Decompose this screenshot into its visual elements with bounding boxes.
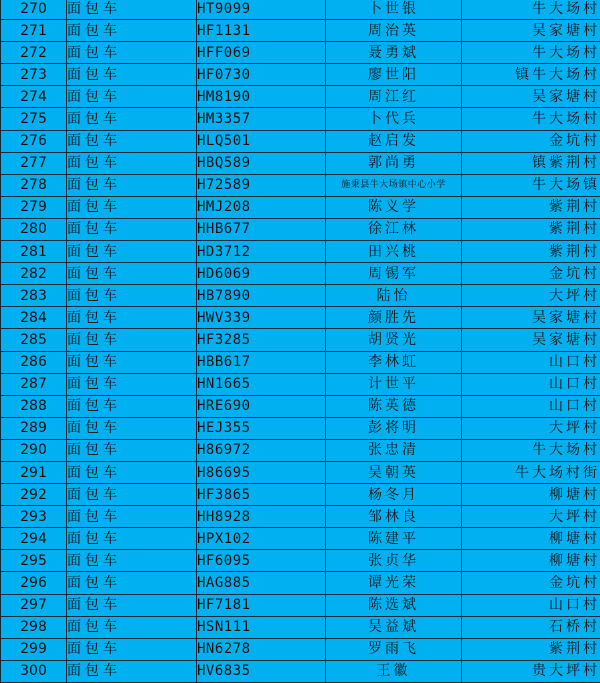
table-row: [1, 20, 600, 42]
row-number-cell: 277: [1, 152, 67, 174]
row-number-cell: 300: [1, 660, 67, 682]
table-row: [1, 42, 600, 64]
address-cell: 牛大场村: [462, 439, 600, 461]
table-row: [1, 196, 600, 218]
address-cell: 柳塘村: [462, 550, 600, 572]
table-row: [1, 550, 600, 572]
address-cell: 牛大场村: [462, 108, 600, 130]
address-cell: 柳塘村: [462, 528, 600, 550]
owner-name-cell: 赵启发: [326, 130, 462, 152]
address-cell: 石桥村: [462, 616, 600, 638]
row-number-cell: 289: [1, 417, 67, 439]
row-number-cell: 270: [1, 0, 67, 20]
row-number-cell: 274: [1, 86, 67, 108]
vehicle-type-cell: 面包车: [67, 196, 197, 218]
row-number-cell: 279: [1, 196, 67, 218]
owner-name-cell: 吴朝英: [326, 461, 462, 483]
owner-name-cell: 周江红: [326, 86, 462, 108]
table-row: [1, 594, 600, 616]
vehicle-type-cell: 面包车: [67, 439, 197, 461]
owner-name-cell: 郭尚勇: [326, 152, 462, 174]
row-number-cell: 291: [1, 461, 67, 483]
address-cell: 大坪村: [462, 285, 600, 307]
vehicle-type-cell: 面包车: [67, 130, 197, 152]
plate-number-cell: HSN111: [197, 616, 326, 638]
row-number-cell: 284: [1, 307, 67, 329]
plate-number-cell: HD3712: [197, 241, 326, 263]
table-row: [1, 329, 600, 351]
table-row: [1, 263, 600, 285]
table-row: [1, 351, 600, 373]
owner-name-cell: 杨冬月: [326, 484, 462, 506]
plate-number-cell: H86972: [197, 439, 326, 461]
address-cell: 柳塘村: [462, 484, 600, 506]
table-row: [1, 130, 600, 152]
plate-number-cell: HF6095: [197, 550, 326, 572]
owner-name-cell: 邹林良: [326, 506, 462, 528]
plate-number-cell: HFF069: [197, 42, 326, 64]
address-cell: 大坪村: [462, 417, 600, 439]
owner-name-cell: 计世平: [326, 373, 462, 395]
table-row: [1, 660, 600, 682]
row-number-cell: 298: [1, 616, 67, 638]
vehicle-type-cell: 面包车: [67, 86, 197, 108]
vehicle-type-cell: 面包车: [67, 307, 197, 329]
row-number-cell: 295: [1, 550, 67, 572]
plate-number-cell: HB7890: [197, 285, 326, 307]
plate-number-cell: HHB677: [197, 218, 326, 240]
table-row: [1, 241, 600, 263]
plate-number-cell: HF0730: [197, 64, 326, 86]
row-number-cell: 271: [1, 20, 67, 42]
vehicle-type-cell: 面包车: [67, 0, 197, 20]
owner-name-cell: 廖世阳: [326, 64, 462, 86]
table-row: [1, 638, 600, 660]
address-cell: 吴家塘村: [462, 307, 600, 329]
plate-number-cell: HD6069: [197, 263, 326, 285]
plate-number-cell: HWV339: [197, 307, 326, 329]
owner-name-cell: 吴益斌: [326, 616, 462, 638]
address-cell: 镇牛大场村: [462, 64, 600, 86]
vehicle-type-cell: 面包车: [67, 461, 197, 483]
row-number-cell: 293: [1, 506, 67, 528]
vehicle-type-cell: 面包车: [67, 174, 197, 196]
vehicle-type-cell: 面包车: [67, 152, 197, 174]
address-cell: 山口村: [462, 373, 600, 395]
plate-number-cell: HF1131: [197, 20, 326, 42]
plate-number-cell: HF3285: [197, 329, 326, 351]
table-row: [1, 373, 600, 395]
vehicle-type-cell: 面包车: [67, 594, 197, 616]
vehicle-type-cell: 面包车: [67, 395, 197, 417]
table-row: [1, 0, 600, 20]
owner-name-cell: 颜胜先: [326, 307, 462, 329]
row-number-cell: 288: [1, 395, 67, 417]
table-row: [1, 439, 600, 461]
table-row: [1, 174, 600, 196]
row-number-cell: 280: [1, 218, 67, 240]
table-row: [1, 64, 600, 86]
vehicle-type-cell: 面包车: [67, 351, 197, 373]
vehicle-type-cell: 面包车: [67, 550, 197, 572]
address-cell: 吴家塘村: [462, 20, 600, 42]
owner-name-cell: 卜世银: [326, 0, 462, 20]
address-cell: 吴家塘村: [462, 329, 600, 351]
address-cell: 吴家塘村: [462, 86, 600, 108]
row-number-cell: 273: [1, 64, 67, 86]
owner-name-cell: 李林虹: [326, 351, 462, 373]
vehicle-type-cell: 面包车: [67, 616, 197, 638]
address-cell: 紫荆村: [462, 196, 600, 218]
plate-number-cell: HN6278: [197, 638, 326, 660]
vehicle-type-cell: 面包车: [67, 373, 197, 395]
vehicle-type-cell: 面包车: [67, 528, 197, 550]
plate-number-cell: HH8928: [197, 506, 326, 528]
table-row: [1, 108, 600, 130]
row-number-cell: 276: [1, 130, 67, 152]
address-cell: 紫荆村: [462, 241, 600, 263]
address-cell: 紫荆村: [462, 218, 600, 240]
row-number-cell: 292: [1, 484, 67, 506]
vehicle-type-cell: 面包车: [67, 506, 197, 528]
owner-name-cell: 胡贤光: [326, 329, 462, 351]
row-number-cell: 285: [1, 329, 67, 351]
plate-number-cell: HV6835: [197, 660, 326, 682]
vehicle-type-cell: 面包车: [67, 572, 197, 594]
plate-number-cell: HM3357: [197, 108, 326, 130]
vehicle-type-cell: 面包车: [67, 42, 197, 64]
vehicle-type-cell: 面包车: [67, 329, 197, 351]
plate-number-cell: H72589: [197, 174, 326, 196]
owner-name-cell: 卜代兵: [326, 108, 462, 130]
address-cell: 大坪村: [462, 506, 600, 528]
table-row: [1, 285, 600, 307]
owner-name-cell: 施秉县牛大场镇中心小学: [326, 174, 462, 196]
row-number-cell: 282: [1, 263, 67, 285]
owner-name-cell: 张贞华: [326, 550, 462, 572]
row-number-cell: 299: [1, 638, 67, 660]
address-cell: 牛大场村街: [462, 461, 600, 483]
vehicle-type-cell: 面包车: [67, 638, 197, 660]
plate-number-cell: HLQ501: [197, 130, 326, 152]
address-cell: 金坑村: [462, 130, 600, 152]
owner-name-cell: 周治英: [326, 20, 462, 42]
address-cell: 山口村: [462, 351, 600, 373]
owner-name-cell: 谭光荣: [326, 572, 462, 594]
table-row: [1, 152, 600, 174]
vehicle-type-cell: 面包车: [67, 64, 197, 86]
row-number-cell: 275: [1, 108, 67, 130]
owner-name-cell: 陈义学: [326, 196, 462, 218]
table-row: [1, 528, 600, 550]
owner-name-cell: 陈英德: [326, 395, 462, 417]
table-row: [1, 307, 600, 329]
row-number-cell: 286: [1, 351, 67, 373]
table-row: [1, 461, 600, 483]
row-number-cell: 297: [1, 594, 67, 616]
vehicle-type-cell: 面包车: [67, 285, 197, 307]
vehicle-type-cell: 面包车: [67, 241, 197, 263]
address-cell: 紫荆村: [462, 638, 600, 660]
plate-number-cell: HEJ355: [197, 417, 326, 439]
table-row: [1, 484, 600, 506]
plate-number-cell: HN1665: [197, 373, 326, 395]
vehicle-type-cell: 面包车: [67, 218, 197, 240]
row-number-cell: 278: [1, 174, 67, 196]
address-cell: 牛大场村: [462, 0, 600, 20]
row-number-cell: 272: [1, 42, 67, 64]
plate-number-cell: H86695: [197, 461, 326, 483]
owner-name-cell: 张忠清: [326, 439, 462, 461]
table-row: [1, 86, 600, 108]
plate-number-cell: HBQ589: [197, 152, 326, 174]
vehicle-type-cell: 面包车: [67, 263, 197, 285]
vehicle-type-cell: 面包车: [67, 484, 197, 506]
owner-name-cell: 陈选斌: [326, 594, 462, 616]
address-cell: 镇紫荆村: [462, 152, 600, 174]
row-number-cell: 281: [1, 241, 67, 263]
owner-name-cell: 王徽: [326, 660, 462, 682]
address-cell: 山口村: [462, 395, 600, 417]
plate-number-cell: HF7181: [197, 594, 326, 616]
address-cell: 金坑村: [462, 572, 600, 594]
plate-number-cell: HBB617: [197, 351, 326, 373]
row-number-cell: 283: [1, 285, 67, 307]
plate-number-cell: HPX102: [197, 528, 326, 550]
plate-number-cell: HAG885: [197, 572, 326, 594]
plate-number-cell: HMJ208: [197, 196, 326, 218]
address-cell: 牛大场村: [462, 42, 600, 64]
vehicle-table-body: [1, 0, 600, 682]
owner-name-cell: 彭将明: [326, 417, 462, 439]
address-cell: 金坑村: [462, 263, 600, 285]
table-row: [1, 417, 600, 439]
address-cell: 山口村: [462, 594, 600, 616]
owner-name-cell: 陆怡: [326, 285, 462, 307]
address-cell: 牛大场镇: [462, 174, 600, 196]
address-cell: 贵大坪村: [462, 660, 600, 682]
owner-name-cell: 徐江林: [326, 218, 462, 240]
vehicle-type-cell: 面包车: [67, 417, 197, 439]
plate-number-cell: HF3865: [197, 484, 326, 506]
table-row: [1, 572, 600, 594]
table-row: [1, 506, 600, 528]
table-row: [1, 395, 600, 417]
vehicle-type-cell: 面包车: [67, 20, 197, 42]
owner-name-cell: 聂勇斌: [326, 42, 462, 64]
owner-name-cell: 罗雨飞: [326, 638, 462, 660]
vehicle-type-cell: 面包车: [67, 108, 197, 130]
owner-name-cell: 田兴桃: [326, 241, 462, 263]
row-number-cell: 290: [1, 439, 67, 461]
table-row: [1, 218, 600, 240]
owner-name-cell: 周锡军: [326, 263, 462, 285]
table-row: [1, 616, 600, 638]
row-number-cell: 296: [1, 572, 67, 594]
plate-number-cell: HRE690: [197, 395, 326, 417]
plate-number-cell: HT9099: [197, 0, 326, 20]
vehicle-type-cell: 面包车: [67, 660, 197, 682]
row-number-cell: 294: [1, 528, 67, 550]
owner-name-cell: 陈建平: [326, 528, 462, 550]
row-number-cell: 287: [1, 373, 67, 395]
plate-number-cell: HM8190: [197, 86, 326, 108]
